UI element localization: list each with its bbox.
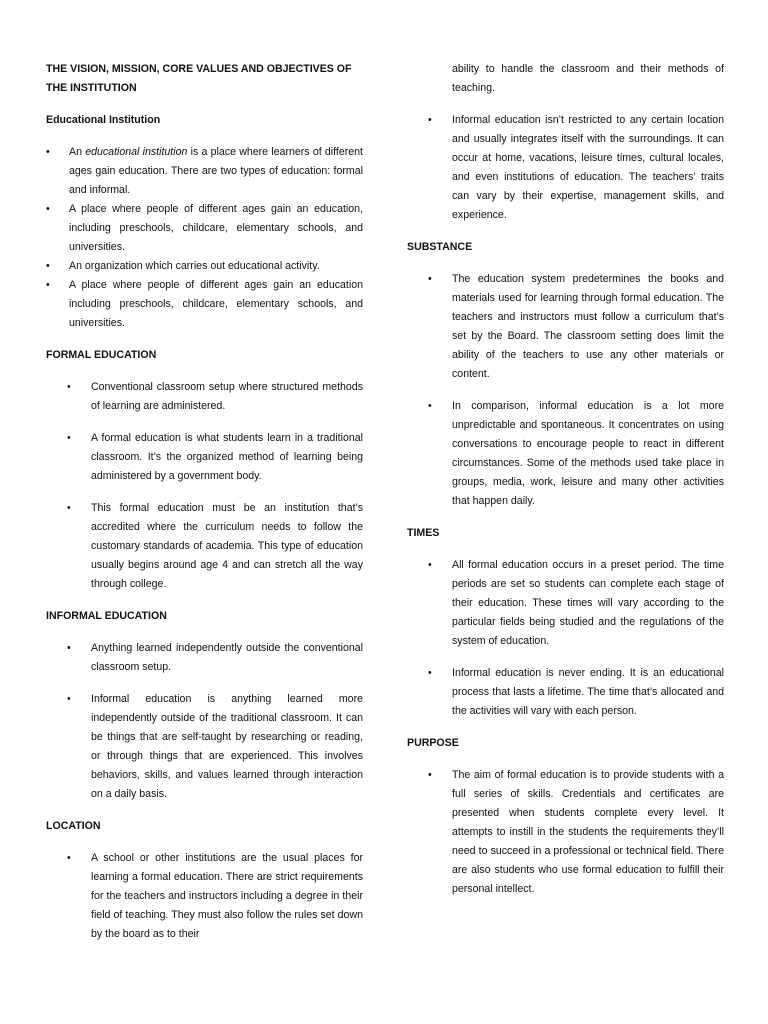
bullet-icon: •	[428, 273, 432, 285]
list-item	[46, 849, 363, 944]
list-item	[46, 200, 363, 257]
list-item-text: All formal education occurs in a preset period. The time periods are set so students can complete each stage of their education. These times will vary according to the particular fields being studied and the regulations of the system of education.	[452, 559, 724, 647]
bullet-icon: •	[67, 852, 71, 864]
list-item	[46, 276, 363, 333]
document-title: THE VISION, MISSION, CORE VALUES AND OBJECTIVES OF THE INSTITUTION	[46, 63, 352, 94]
bullet-icon: •	[428, 667, 432, 679]
list-item	[407, 397, 724, 511]
list-item-text: An	[69, 146, 86, 158]
list-item	[46, 690, 363, 804]
list-item-continuation	[407, 60, 724, 98]
informal-education-heading: INFORMAL EDUCATION	[46, 610, 167, 622]
times-list	[407, 556, 724, 721]
times-heading: TIMES	[407, 527, 440, 539]
list-item	[46, 639, 363, 677]
bullet-icon: •	[46, 279, 50, 291]
list-item-text: Informal education is anything learned more independently outside of the traditional classroom. It can be things that are self-taught by researching or reading, or through things that are experienced. This involves behaviors, skills, and values learned through interaction on a daily basis.	[91, 693, 363, 800]
purpose-heading: PURPOSE	[407, 737, 459, 749]
bullet-icon: •	[67, 432, 71, 444]
formal-education-heading: FORMAL EDUCATION	[46, 349, 157, 361]
list-item	[46, 499, 363, 594]
list-item	[407, 270, 724, 384]
bullet-icon: •	[428, 769, 432, 781]
bullet-icon: •	[46, 260, 50, 272]
bullet-icon: •	[428, 400, 432, 412]
bullet-icon: •	[46, 146, 50, 158]
educational-institution-list	[46, 143, 363, 333]
substance-list	[407, 270, 724, 511]
list-item-text: An organization which carries out educational activity.	[69, 260, 320, 272]
list-item-text: The education system predetermines the books and materials used for learning through formal education. The teachers and instructors must follow a curriculum that’s set by the Board. The classroom setting does limit the ability of the teachers to use any other materials or content.	[452, 273, 724, 380]
list-item-text: Informal education isn’t restricted to any certain location and usually integrates itself with the surroundings. It can occur at home, vacations, leisure times, cultural locales, and even institutions of education. The teachers’ traits can vary by their expertise, management skills, and experience.	[452, 114, 724, 221]
list-item-emphasis: educational institution	[85, 146, 188, 158]
list-item-text: Conventional classroom setup where structured methods of learning are administered.	[91, 381, 363, 412]
list-item	[46, 257, 363, 276]
bullet-icon: •	[67, 693, 71, 705]
right-column	[407, 0, 724, 912]
list-item	[407, 111, 724, 225]
list-item-text: In comparison, informal education is a lot more unpredictable and spontaneous. It concentrates on using conversations to encourage people to react in different circumstances. Some of the methods used take place in groups, media, work, leisure and many other activities that happen daily.	[452, 400, 724, 507]
formal-education-list	[46, 378, 363, 594]
list-item	[407, 766, 724, 899]
bullet-icon: •	[67, 502, 71, 514]
location-list-continued	[407, 60, 724, 225]
list-item-text: is a place where learners of different ages gain education. There are two types of education: formal and informal.	[69, 146, 363, 196]
list-item-text: A school or other institutions are the usual places for learning a formal education. There are strict requirements for the teachers and instructors including a degree in their field of teaching. They must also follow the rules set down by the board as to their	[91, 852, 363, 940]
purpose-list	[407, 766, 724, 899]
list-item-text: A place where people of different ages gain an education including preschools, childcare, elementary schools, and universities.	[69, 279, 363, 329]
list-item	[46, 429, 363, 486]
location-heading: LOCATION	[46, 820, 101, 832]
left-column	[46, 0, 363, 957]
location-list	[46, 849, 363, 944]
list-item	[407, 556, 724, 651]
list-item	[46, 378, 363, 416]
bullet-icon: •	[67, 381, 71, 393]
bullet-icon: •	[46, 203, 50, 215]
list-item-text: This formal education must be an institution that’s accredited where the curriculum needs to follow the customary standards of academia. This type of education usually begins around age 4 and can stretch all the way through college.	[91, 502, 363, 590]
bullet-icon: •	[428, 114, 432, 126]
list-item-text: The aim of formal education is to provide students with a full series of skills. Credentials and certificates are presented when students complete every level. It attempts to instill in the students the requirements they’ll need to succeed in a professional or technical field. There are also students who use formal education to fulfill their personal intellect.	[452, 769, 724, 895]
list-item-text: A place where people of different ages gain an education, including preschools, childcare, elementary schools, and universities.	[69, 203, 363, 253]
list-item-text: A formal education is what students learn in a traditional classroom. It’s the organized method of learning being administered by a government body.	[91, 432, 363, 482]
informal-education-list	[46, 639, 363, 804]
list-item	[407, 664, 724, 721]
bullet-icon: •	[67, 642, 71, 654]
list-item-text: Anything learned independently outside the conventional classroom setup.	[91, 642, 363, 673]
bullet-icon: •	[428, 559, 432, 571]
list-item	[46, 143, 363, 200]
list-item-text: Informal education is never ending. It is an educational process that lasts a lifetime. The time that’s allocated and the activities will vary with each person.	[452, 667, 724, 717]
list-item-text: ability to handle the classroom and their methods of teaching.	[452, 63, 724, 94]
educational-institution-heading: Educational Institution	[46, 114, 161, 126]
substance-heading: SUBSTANCE	[407, 241, 473, 253]
